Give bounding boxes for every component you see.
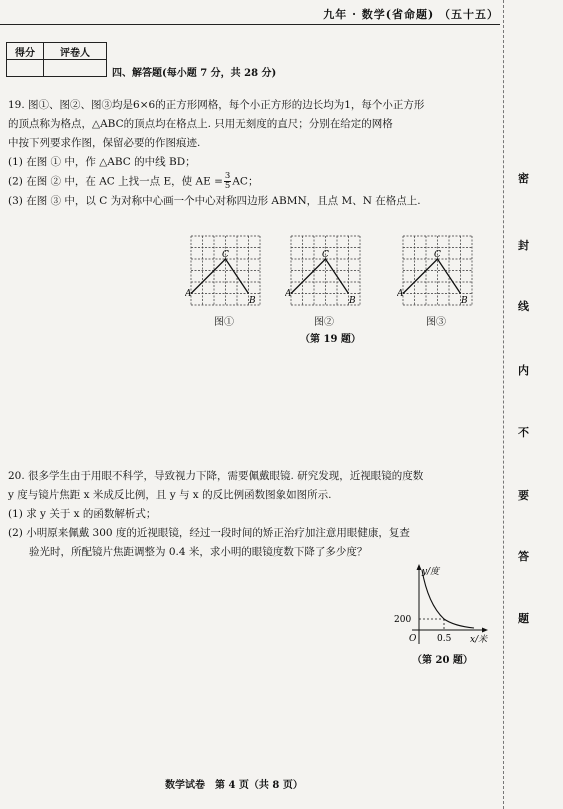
header-rule — [0, 24, 500, 25]
triangle-abc — [291, 259, 349, 294]
triangle-abc — [403, 259, 461, 294]
q19-sub2-post: AC； — [232, 175, 259, 188]
figure-3-label: 图③ — [426, 317, 446, 328]
point-c-label: C — [434, 250, 441, 260]
point-b-label: B — [461, 296, 468, 306]
binding-line — [503, 0, 504, 809]
q19-line-2: 的顶点称为格点，△ABC的顶点均在格点上. 只用无刻度的直尺；分别在给定的网格 — [8, 118, 393, 130]
hyperbola-curve — [422, 570, 474, 628]
page-header-title: 九年 · 数学(省命题) （五十五） — [323, 8, 499, 21]
seal-char-2: 封 — [518, 239, 529, 252]
fraction-3-5 — [224, 172, 231, 191]
seal-char-4: 内 — [518, 364, 529, 377]
seal-char-7: 答 — [518, 550, 529, 563]
q20-line-4: (2) 小明原来佩戴 300 度的近视眼镜，经过一段时间的矫正治疗加注意用眼健康，复查 — [8, 527, 410, 539]
grid-lines — [191, 236, 260, 305]
fraction-numerator: 3 — [224, 171, 231, 181]
score-cell[interactable] — [7, 60, 44, 77]
inverse-function-graph — [392, 562, 498, 648]
q20-line-5: 验光时，所配镜片焦距调整为 0.4 米，求小明的眼镜度数下降了多少度？ — [8, 546, 368, 558]
point-a-label: A — [397, 289, 404, 299]
question-19 — [8, 96, 498, 211]
q20-line-1: 20. 很多学生由于用眼不科学，导致视力下降，需要佩戴眼镜. 研究发现，近视眼镜的度数 — [8, 470, 424, 482]
y-tick-label: 200 — [394, 615, 412, 625]
question-20 — [8, 467, 498, 562]
q20-line-3: (1) 求 y 关于 x 的函数解析式； — [8, 508, 157, 520]
q19-sub3: (3) 在图 ③ 中，以 C 为对称中心画一个中心对称四边形 ABMN，且点 M、N 在格点上. — [8, 194, 421, 207]
point-b-label: B — [249, 296, 256, 306]
score-box — [6, 42, 107, 77]
q19-line-3: 中按下列要求作图，保留必要的作图痕迹. — [8, 137, 201, 149]
point-c-label: C — [322, 250, 329, 260]
reviewer-label: 评卷人 — [44, 43, 107, 60]
y-axis-label: y/度 — [422, 567, 440, 577]
x-axis-arrow — [482, 628, 488, 633]
q20-line-2: y 度与镜片焦距 x 米成反比例，且 y 与 x 的反比例函数图象如图所示. — [8, 489, 332, 501]
point-c-label: C — [222, 250, 229, 260]
figure-19-caption: （第 19 题） — [300, 334, 361, 345]
reviewer-cell[interactable] — [44, 60, 107, 77]
figure-1-label: 图① — [214, 317, 234, 328]
point-b-label: B — [349, 296, 356, 306]
section-title: 四、解答题(每小题 7 分，共 28 分) — [112, 68, 277, 79]
q19-sub2-pre: (2) 在图 ② 中，在 AC 上找一点 E，使 AE = — [8, 175, 223, 188]
figure-2-label: 图② — [314, 317, 334, 328]
grid-figure-1[interactable] — [185, 233, 261, 309]
grid-lines — [403, 236, 472, 305]
point-a-label: A — [285, 289, 292, 299]
page-footer: 数学试卷 第 4 页（共 8 页） — [165, 780, 303, 791]
figure-20-caption: （第 20 题） — [412, 655, 473, 666]
seal-char-1: 密 — [518, 172, 529, 185]
grid-figure-2[interactable] — [285, 233, 361, 309]
triangle-abc — [191, 259, 249, 294]
q19-sub1: (1) 在图 ① 中，作 △ABC 的中线 BD； — [8, 156, 196, 168]
fraction-denominator: 5 — [224, 181, 231, 191]
x-axis-label: x/米 — [470, 635, 488, 645]
q19-sub2 — [8, 172, 498, 192]
score-label: 得分 — [7, 43, 44, 60]
seal-char-8: 题 — [518, 612, 529, 625]
q19-line-1: 19. 图①、图②、图③均是6×6的正方形网格，每个小正方形的边长均为1，每个小正方形 — [8, 99, 425, 111]
seal-char-3: 线 — [518, 300, 529, 313]
x-tick-label: 0.5 — [437, 634, 452, 644]
seal-char-6: 要 — [518, 489, 529, 502]
y-axis-arrow — [417, 564, 422, 570]
grid-figure-3[interactable] — [397, 233, 473, 309]
point-a-label: A — [185, 289, 192, 299]
origin-label: O — [409, 634, 417, 644]
seal-char-5: 不 — [518, 426, 529, 439]
grid-lines — [291, 236, 360, 305]
